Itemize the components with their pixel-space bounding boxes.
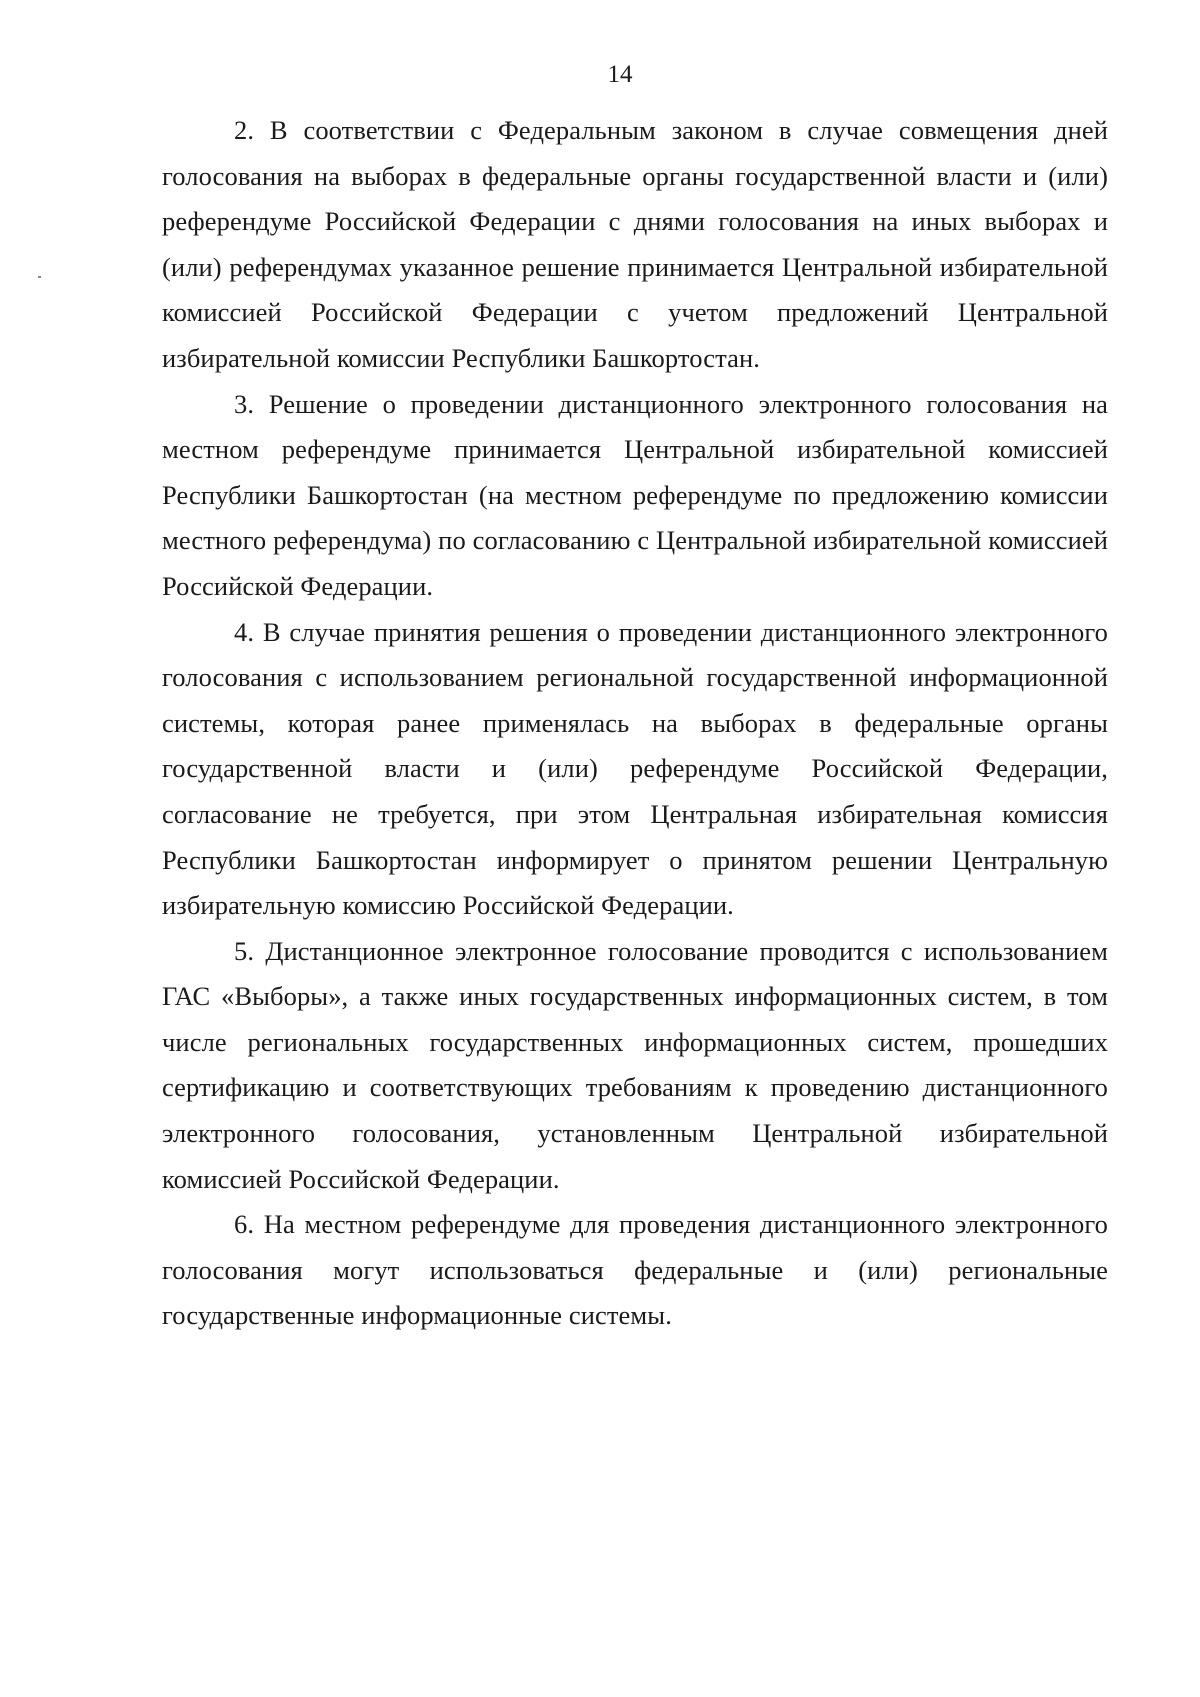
- paragraph-5: 5. Дистанционное электронное голосование проводится с использованием ГАС «Выборы», а также иных государственных информационных систем, в том числе региональных государственных информационных систем, прошедших сертификацию и соответствующих требованиям к проведению дистанционного электронного голосования, установленным Центральной избирательной комиссией Российской Федерации.: [162, 935, 1108, 1194]
- paragraph-2: 2. В соответствии с Федеральным законом в случае совмещения дней голосования на выборах в федеральные органы государственной власти и (или) референдуме Российской Федерации с днями голосования на иных выборах и (или) референдумах указанное решение принимается Центральной избирательной комиссией Российской Федерации с учетом предложений Центральной избирательной комиссии Республики Башкортостан.: [162, 115, 1108, 373]
- paragraph-4: 4. В случае принятия решения о проведении дистанционного электронного голосования с использованием региональной государственной информационной системы, которая ранее применялась на выборах в федеральные органы государственной власти и (или) референдуме Российской Федерации, согласование не требуется, при этом Центральная избирательная комиссия Республики Башкортостан информирует о принятом решении Центральную избирательную комиссию Российской Федерации.: [162, 616, 1108, 921]
- page-number: 14: [607, 61, 633, 88]
- paragraph-6: 6. На местном референдуме для проведения дистанционного электронного голосования могут использоваться федеральные и (или) региональные государственные информационные системы.: [162, 1209, 1108, 1331]
- paragraph-3: 3. Решение о проведении дистанционного электронного голосования на местном референдуме принимается Центральной избирательной комиссией Республики Башкортостан (на местном референдуме по предложению комиссии местного референдума) по согласованию с Центральной избирательной комиссией Российской Федерации.: [162, 388, 1108, 601]
- document-body: [162, 108, 1108, 1339]
- scan-speck: [38, 276, 41, 278]
